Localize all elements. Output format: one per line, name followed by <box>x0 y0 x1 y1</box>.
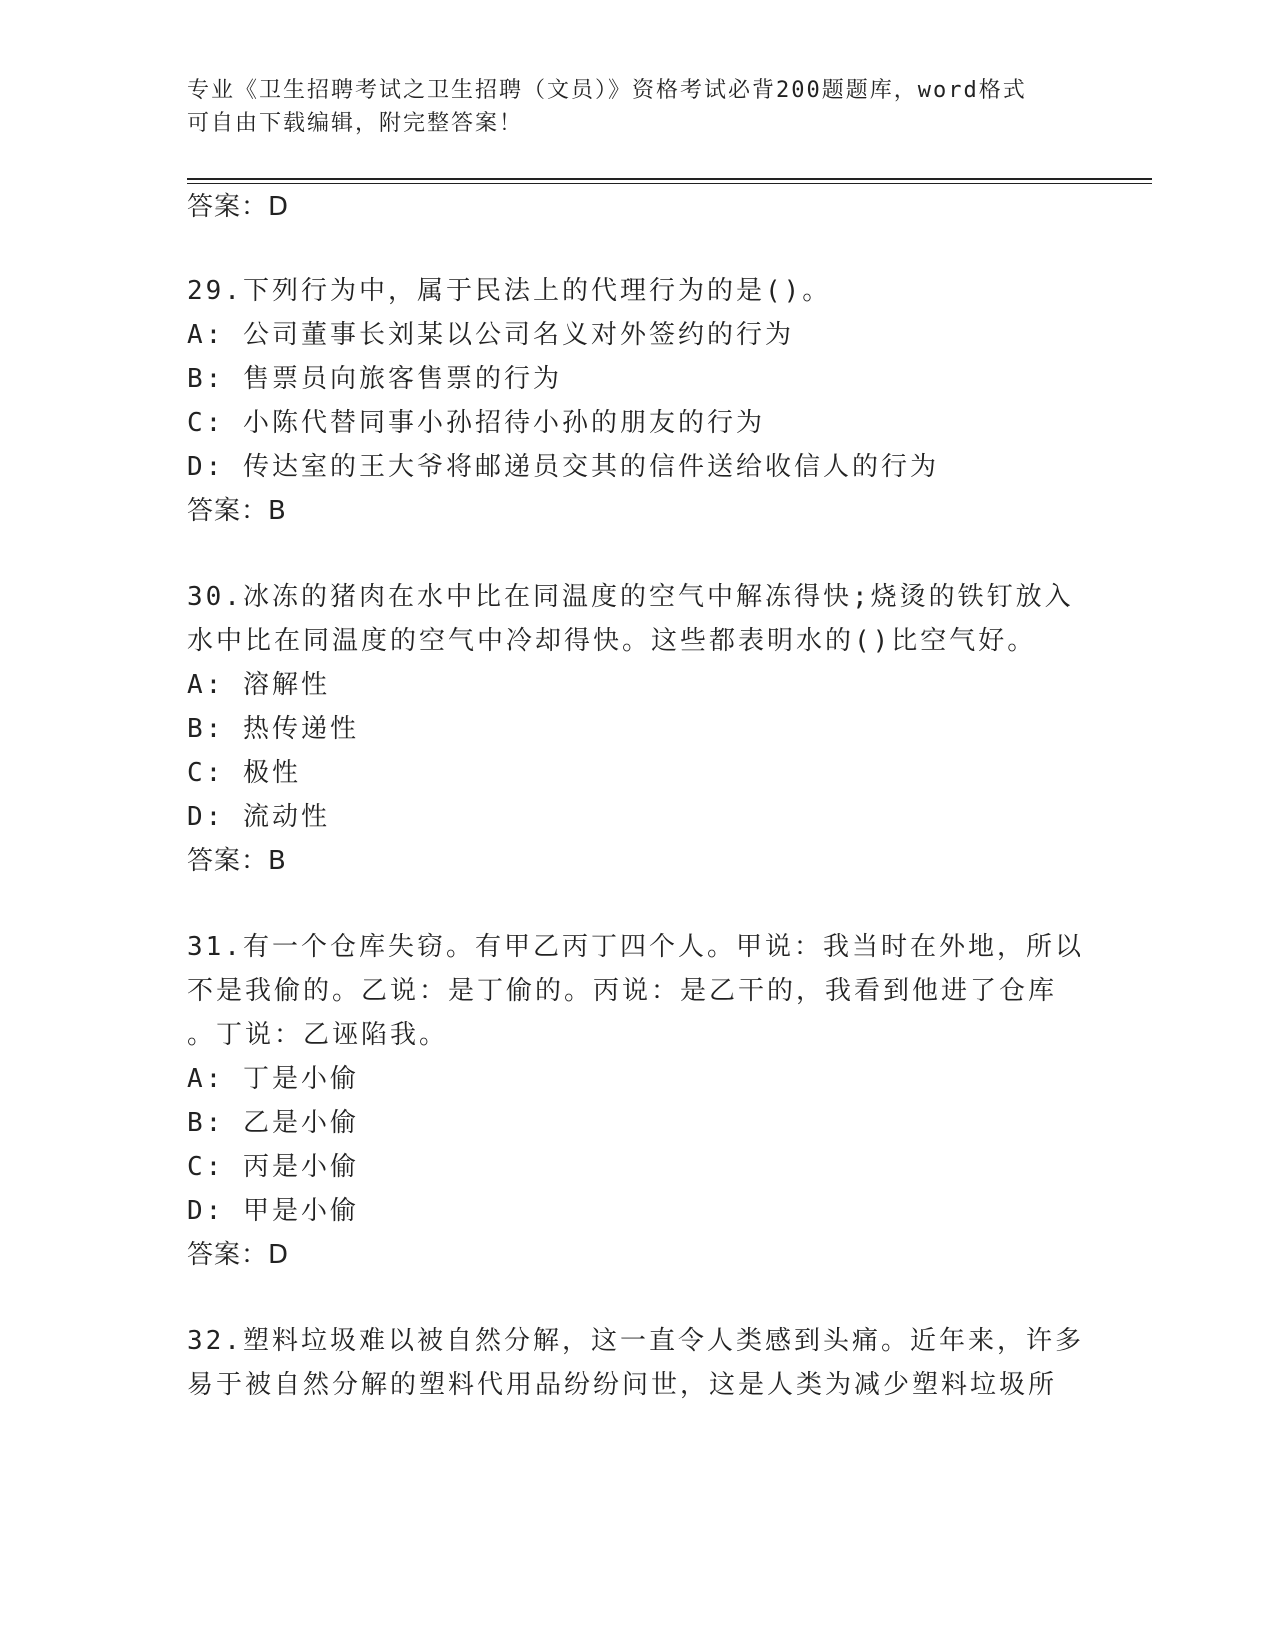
question-29-option-c: C: 小陈代替同事小孙招待小孙的朋友的行为 <box>187 408 765 438</box>
header-rule-thin <box>187 183 1152 184</box>
question-30-option-b: B: 热传递性 <box>187 714 359 744</box>
question-30-text-line-1: 30.冰冻的猪肉在水中比在同温度的空气中解冻得快;烧烫的铁钉放入 <box>187 582 1074 612</box>
question-31-option-a: A: 丁是小偷 <box>187 1064 359 1094</box>
answer-line: 答案：D <box>187 192 290 222</box>
question-31-text-line-3: 。丁说：乙诬陷我。 <box>187 1020 449 1050</box>
question-31-option-c: C: 丙是小偷 <box>187 1152 359 1182</box>
question-29-text: 29.下列行为中，属于民法上的代理行为的是()。 <box>187 276 832 306</box>
question-29-option-a: A: 公司董事长刘某以公司名义对外签约的行为 <box>187 320 794 350</box>
question-32-text-line-1: 32.塑料垃圾难以被自然分解，这一直令人类感到头痛。近年来，许多 <box>187 1326 1084 1356</box>
question-31-answer: 答案：D <box>187 1240 290 1270</box>
page-header <box>187 74 1067 140</box>
question-31-text-line-2: 不是我偷的。乙说：是丁偷的。丙说：是乙干的，我看到他进了仓库 <box>187 976 1058 1006</box>
question-29-answer: 答案：B <box>187 496 287 526</box>
question-30-text-line-2: 水中比在同温度的空气中冷却得快。这些都表明水的()比空气好。 <box>187 626 1037 656</box>
question-29-option-d: D: 传达室的王大爷将邮递员交其的信件送给收信人的行为 <box>187 452 939 482</box>
header-rule-thick <box>187 178 1152 180</box>
question-29-option-b: B: 售票员向旅客售票的行为 <box>187 364 562 394</box>
question-31-text-line-1: 31.有一个仓库失窃。有甲乙丙丁四个人。甲说：我当时在外地，所以 <box>187 932 1084 962</box>
question-30-option-d: D: 流动性 <box>187 802 330 832</box>
question-31-option-d: D: 甲是小偷 <box>187 1196 359 1226</box>
question-31-option-b: B: 乙是小偷 <box>187 1108 359 1138</box>
header-line-1: 专业《卫生招聘考试之卫生招聘（文员）》资格考试必背200题题库，word格式 <box>187 78 1027 103</box>
question-30-option-c: C: 极性 <box>187 758 301 788</box>
header-line-2: 可自由下载编辑，附完整答案！ <box>187 111 524 136</box>
question-32-text-line-2: 易于被自然分解的塑料代用品纷纷问世，这是人类为减少塑料垃圾所 <box>187 1370 1058 1400</box>
question-30-option-a: A: 溶解性 <box>187 670 330 700</box>
question-30-answer: 答案：B <box>187 846 287 876</box>
